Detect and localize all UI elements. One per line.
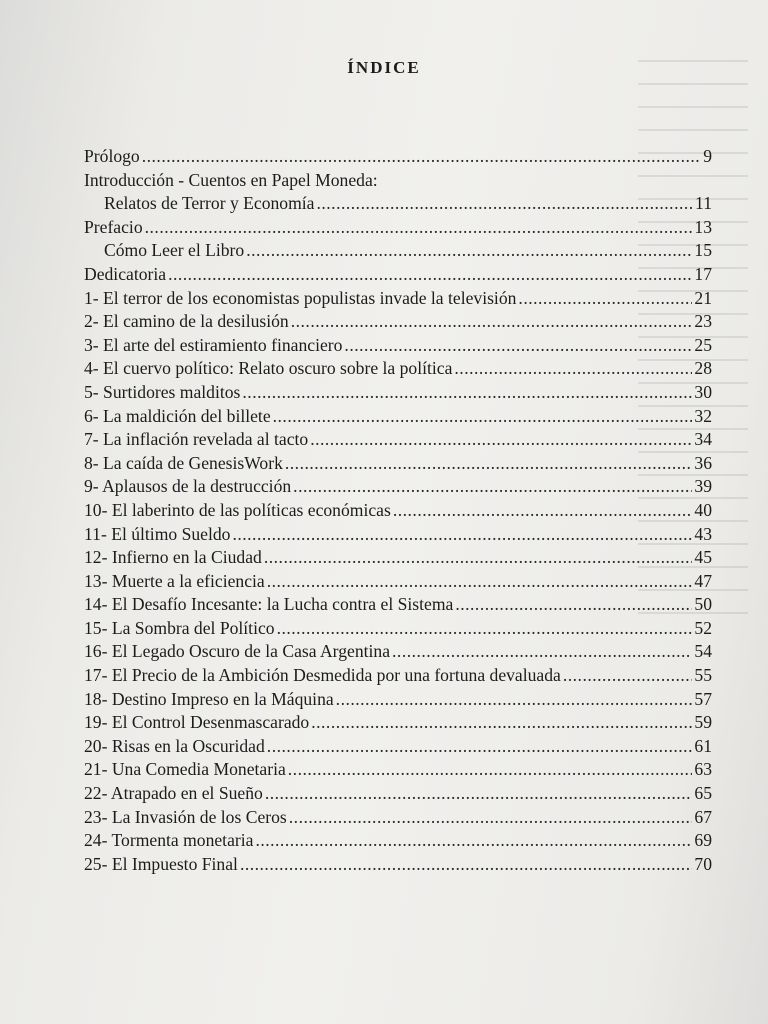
- toc-entry: [84, 381, 712, 405]
- toc-entry-title: 23- La Invasión de los Ceros: [84, 806, 287, 827]
- dot-leader: [316, 192, 693, 216]
- toc-entry-page-number: 17: [694, 263, 712, 284]
- dot-leader: [267, 570, 693, 594]
- dot-leader: [264, 546, 693, 570]
- toc-entry-page-number: 39: [694, 476, 712, 497]
- toc-entry: [84, 475, 712, 499]
- toc-entry: [84, 357, 712, 381]
- toc-entry-page-number: 55: [694, 665, 712, 686]
- toc-entry-page-number: 32: [694, 405, 712, 426]
- toc-entry-title: 1- El terror de los economistas populistas invade la televisión: [84, 287, 517, 308]
- toc-entry: [84, 711, 712, 735]
- dot-leader: [142, 145, 701, 169]
- toc-entry: [84, 192, 712, 216]
- dot-leader: [255, 829, 692, 853]
- toc-entry-page-number: 9: [703, 146, 712, 166]
- dot-leader: [344, 334, 692, 358]
- toc-entry-title: Relatos de Terror y Economía: [104, 193, 315, 214]
- page-title: ÍNDICE: [347, 58, 421, 77]
- toc-entry: [84, 806, 712, 830]
- toc-entry: [84, 405, 712, 429]
- toc-entry-title: 10- El laberinto de las políticas económicas: [84, 499, 391, 520]
- toc-entry-title: 13- Muerte a la eficiencia: [84, 570, 265, 591]
- toc-entry-title: 15- La Sombra del Político: [84, 617, 275, 638]
- toc-entry: [84, 782, 712, 806]
- toc-entry-page-number: 40: [694, 499, 712, 520]
- dot-leader: [291, 310, 693, 334]
- toc-entry-page-number: 65: [694, 783, 712, 804]
- toc-entry: [84, 287, 712, 311]
- toc-entry-page-number: 67: [694, 806, 712, 827]
- dot-leader: [277, 617, 693, 641]
- toc-entry-title: 12- Infierno en la Ciudad: [84, 547, 262, 568]
- toc-entry-page-number: 70: [694, 853, 712, 874]
- toc-entry: [84, 169, 712, 193]
- dot-leader: [246, 239, 692, 263]
- toc-entry-title: 14- El Desafío Incesante: la Lucha contra el Sistema: [84, 594, 454, 615]
- toc-entry-title: 19- El Control Desenmascarado: [84, 712, 310, 733]
- toc-entry-page-number: 63: [694, 759, 712, 780]
- toc-entry: [84, 239, 712, 263]
- toc-entry-title: 24- Tormenta monetaria: [84, 830, 254, 851]
- toc-entry: [84, 145, 712, 169]
- toc-entry: [84, 617, 712, 641]
- dot-leader: [168, 263, 692, 287]
- dot-leader: [518, 287, 692, 311]
- toc-entry-page-number: 47: [694, 570, 712, 591]
- dot-leader: [265, 782, 693, 806]
- dot-leader: [563, 664, 693, 688]
- toc-entry-title: 5- Surtidores malditos: [84, 381, 241, 402]
- dot-leader: [273, 405, 693, 429]
- toc-entry-title: 11- El último Sueldo: [84, 523, 231, 544]
- toc-entry: [84, 853, 712, 877]
- toc-entry-page-number: 28: [694, 358, 712, 379]
- toc-entry-title: 6- La maldición del billete: [84, 405, 271, 426]
- toc-entry-page-number: 50: [694, 594, 712, 615]
- toc-entry: [84, 452, 712, 476]
- toc-entry: [84, 523, 712, 547]
- toc-entry-page-number: 54: [694, 641, 712, 662]
- toc-entry-page-number: 69: [694, 830, 712, 851]
- toc-entry-page-number: 36: [694, 452, 712, 473]
- dot-leader: [454, 357, 692, 381]
- toc-entry-page-number: 23: [694, 311, 712, 332]
- toc-entry-page-number: 34: [694, 429, 712, 450]
- dot-leader: [145, 216, 693, 240]
- dot-leader: [267, 735, 693, 759]
- dot-leader: [232, 523, 692, 547]
- toc-entry-title: 17- El Precio de la Ambición Desmedida por una fortuna devaluada: [84, 665, 561, 686]
- dot-leader: [311, 711, 692, 735]
- dot-leader: [310, 428, 692, 452]
- toc-entry-title: 21- Una Comedia Monetaria: [84, 759, 286, 780]
- toc-entry: [84, 735, 712, 759]
- toc-entry-page-number: 61: [694, 735, 712, 756]
- dot-leader: [336, 688, 693, 712]
- toc-entry-title: 20- Risas en la Oscuridad: [84, 735, 265, 756]
- toc-entry-page-number: 30: [694, 381, 712, 402]
- toc-entry: [84, 640, 712, 664]
- toc-entry-title: 16- El Legado Oscuro de la Casa Argentina: [84, 641, 391, 662]
- dot-leader: [285, 452, 693, 476]
- toc-entry-title: 9- Aplausos de la destrucción: [84, 476, 292, 497]
- toc-entry-title: 25- El Impuesto Final: [84, 853, 238, 874]
- table-of-contents: [84, 145, 712, 876]
- toc-entry-title: Prefacio: [84, 216, 143, 237]
- toc-entry-title: 2- El camino de la desilusión: [84, 311, 289, 332]
- toc-entry-title: 3- El arte del estiramiento financiero: [84, 334, 343, 355]
- toc-entry: [84, 263, 712, 287]
- toc-entry: [84, 310, 712, 334]
- toc-entry-title: Introducción - Cuentos en Papel Moneda:: [84, 169, 378, 190]
- toc-entry-title: Prólogo: [84, 146, 140, 166]
- toc-entry-page-number: 57: [694, 688, 712, 709]
- dot-leader: [455, 593, 692, 617]
- toc-entry-page-number: 21: [694, 287, 712, 308]
- dot-leader: [242, 381, 692, 405]
- dot-leader: [240, 853, 692, 877]
- toc-entry-title: Cómo Leer el Libro: [104, 240, 245, 261]
- dot-leader: [293, 475, 692, 499]
- toc-entry-page-number: 11: [695, 193, 712, 214]
- toc-entry: [84, 829, 712, 853]
- toc-entry-page-number: 13: [694, 216, 712, 237]
- toc-entry-title: Dedicatoria: [84, 263, 167, 284]
- toc-entry: [84, 216, 712, 240]
- toc-entry-title: 4- El cuervo político: Relato oscuro sobre la política: [84, 358, 453, 379]
- dot-leader: [289, 806, 693, 830]
- toc-entry: [84, 570, 712, 594]
- toc-entry: [84, 334, 712, 358]
- toc-entry-title: 18- Destino Impreso en la Máquina: [84, 688, 334, 709]
- toc-entry-page-number: 15: [694, 240, 712, 261]
- dot-leader: [288, 758, 693, 782]
- toc-entry: [84, 758, 712, 782]
- toc-entry: [84, 593, 712, 617]
- toc-entry-title: 7- La inflación revelada al tacto: [84, 429, 309, 450]
- toc-entry: [84, 664, 712, 688]
- dot-leader: [392, 640, 692, 664]
- toc-entry-page-number: 52: [694, 617, 712, 638]
- dot-leader: [393, 499, 693, 523]
- toc-entry: [84, 499, 712, 523]
- toc-entry: [84, 546, 712, 570]
- toc-entry-title: 8- La caída de GenesisWork: [84, 452, 283, 473]
- toc-entry-page-number: 59: [694, 712, 712, 733]
- toc-entry: [84, 428, 712, 452]
- toc-entry-page-number: 43: [694, 523, 712, 544]
- toc-entry-title: 22- Atrapado en el Sueño: [84, 783, 263, 804]
- toc-entry: [84, 688, 712, 712]
- toc-entry-page-number: 25: [694, 334, 712, 355]
- toc-entry-page-number: 45: [694, 547, 712, 568]
